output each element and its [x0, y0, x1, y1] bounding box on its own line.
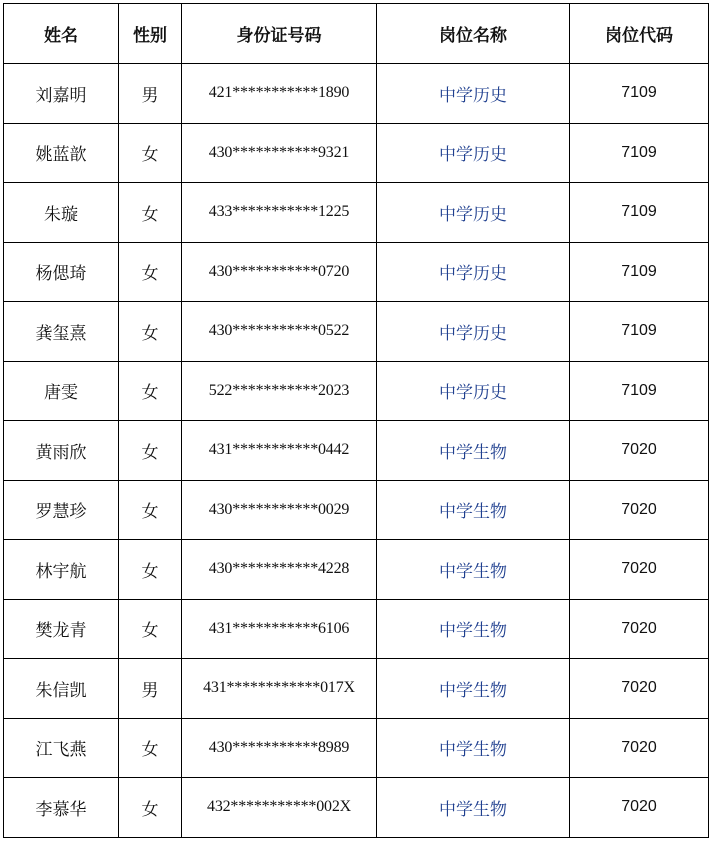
table-row: [4, 302, 709, 362]
cell-gender: 女: [119, 540, 182, 600]
cell-post: 中学生物: [377, 599, 570, 659]
cell-name: 朱信凯: [4, 659, 119, 719]
table-row: [4, 361, 709, 421]
cell-code: 7109: [570, 183, 709, 243]
cell-id: 432***********002X: [182, 778, 377, 838]
cell-name: 樊龙青: [4, 599, 119, 659]
table-row: [4, 242, 709, 302]
cell-id: 421***********1890: [182, 64, 377, 124]
table-row: [4, 64, 709, 124]
header-post: 岗位名称: [377, 4, 570, 64]
cell-code: 7020: [570, 778, 709, 838]
cell-gender: 女: [119, 718, 182, 778]
cell-post: 中学历史: [377, 242, 570, 302]
cell-code: 7109: [570, 64, 709, 124]
cell-gender: 男: [119, 659, 182, 719]
cell-code: 7020: [570, 480, 709, 540]
cell-gender: 女: [119, 778, 182, 838]
cell-id: 430***********4228: [182, 540, 377, 600]
cell-code: 7020: [570, 599, 709, 659]
cell-id: 430***********0029: [182, 480, 377, 540]
cell-gender: 男: [119, 64, 182, 124]
cell-name: 龚玺熹: [4, 302, 119, 362]
cell-post: 中学生物: [377, 718, 570, 778]
cell-post: 中学历史: [377, 302, 570, 362]
cell-name: 江飞燕: [4, 718, 119, 778]
cell-id: 431************017X: [182, 659, 377, 719]
cell-id: 430***********8989: [182, 718, 377, 778]
cell-post: 中学历史: [377, 183, 570, 243]
cell-id: 431***********6106: [182, 599, 377, 659]
cell-id: 522***********2023: [182, 361, 377, 421]
cell-gender: 女: [119, 242, 182, 302]
cell-post: 中学生物: [377, 778, 570, 838]
table-row: [4, 778, 709, 838]
header-id: 身份证号码: [182, 4, 377, 64]
cell-gender: 女: [119, 123, 182, 183]
table-row: [4, 540, 709, 600]
table-row: [4, 123, 709, 183]
cell-code: 7020: [570, 421, 709, 481]
cell-name: 刘嘉明: [4, 64, 119, 124]
cell-id: 431***********0442: [182, 421, 377, 481]
header-code: 岗位代码: [570, 4, 709, 64]
table-row: [4, 421, 709, 481]
cell-name: 林宇航: [4, 540, 119, 600]
cell-code: 7020: [570, 659, 709, 719]
cell-post: 中学历史: [377, 361, 570, 421]
cell-name: 罗慧珍: [4, 480, 119, 540]
cell-id: 430***********0720: [182, 242, 377, 302]
cell-post: 中学历史: [377, 123, 570, 183]
cell-code: 7020: [570, 718, 709, 778]
cell-post: 中学生物: [377, 659, 570, 719]
candidate-table: [3, 3, 709, 838]
cell-gender: 女: [119, 421, 182, 481]
header-gender: 性别: [119, 4, 182, 64]
cell-post: 中学历史: [377, 64, 570, 124]
cell-code: 7109: [570, 123, 709, 183]
cell-id: 433***********1225: [182, 183, 377, 243]
table-row: [4, 183, 709, 243]
cell-gender: 女: [119, 302, 182, 362]
cell-id: 430***********0522: [182, 302, 377, 362]
cell-code: 7020: [570, 540, 709, 600]
header-name: 姓名: [4, 4, 119, 64]
cell-name: 李慕华: [4, 778, 119, 838]
cell-name: 唐雯: [4, 361, 119, 421]
cell-post: 中学生物: [377, 480, 570, 540]
cell-code: 7109: [570, 242, 709, 302]
cell-id: 430***********9321: [182, 123, 377, 183]
cell-post: 中学生物: [377, 540, 570, 600]
cell-code: 7109: [570, 361, 709, 421]
cell-gender: 女: [119, 480, 182, 540]
cell-name: 姚蓝歆: [4, 123, 119, 183]
cell-name: 朱璇: [4, 183, 119, 243]
cell-gender: 女: [119, 183, 182, 243]
cell-code: 7109: [570, 302, 709, 362]
cell-gender: 女: [119, 599, 182, 659]
header-row: [4, 4, 709, 64]
table-row: [4, 599, 709, 659]
cell-name: 黄雨欣: [4, 421, 119, 481]
cell-name: 杨偲琦: [4, 242, 119, 302]
table-row: [4, 480, 709, 540]
table-row: [4, 718, 709, 778]
cell-gender: 女: [119, 361, 182, 421]
table-row: [4, 659, 709, 719]
cell-post: 中学生物: [377, 421, 570, 481]
